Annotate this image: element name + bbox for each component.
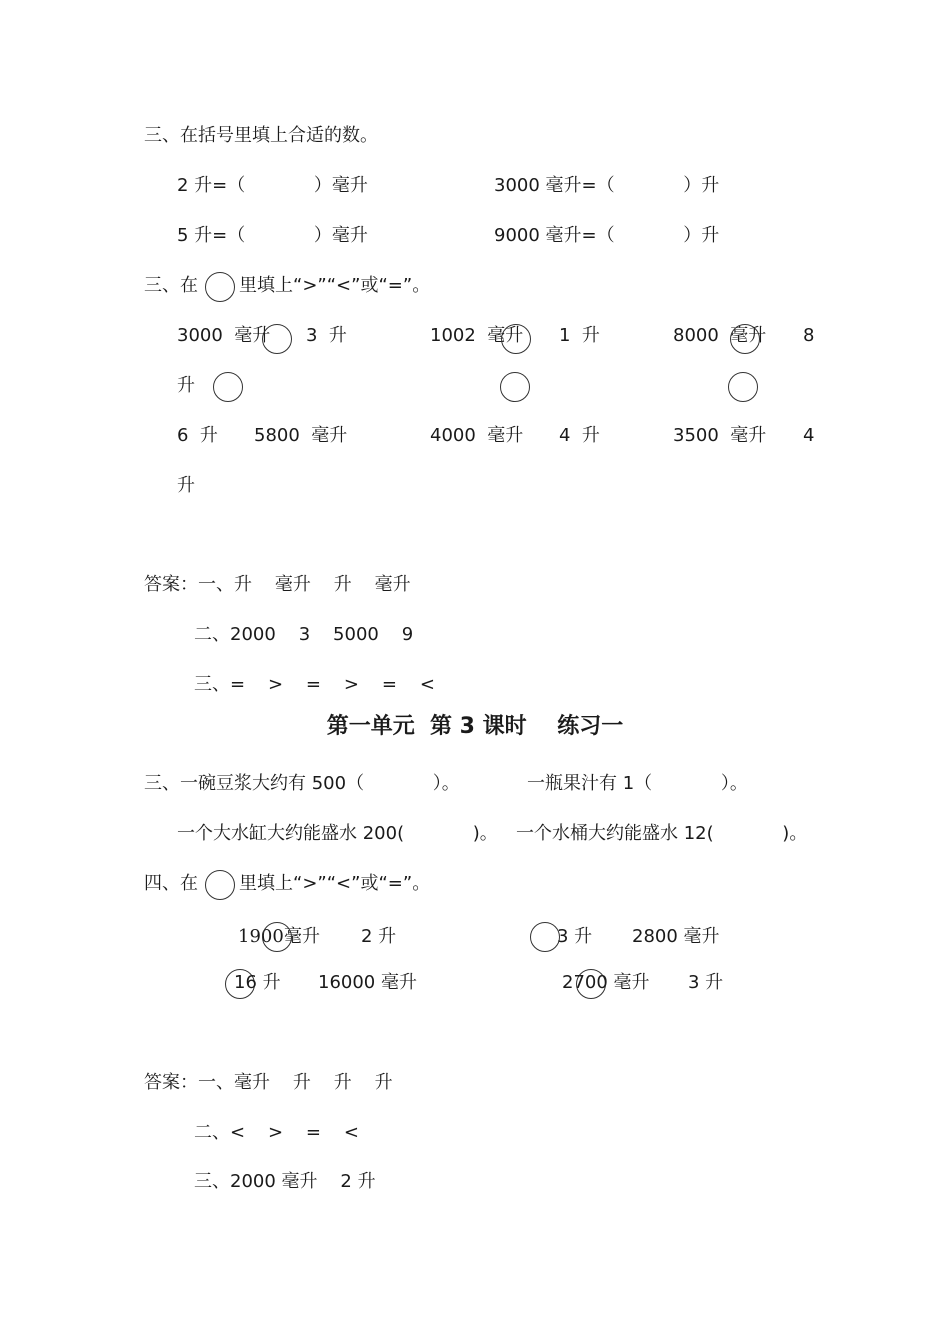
question-3000ml-to-l: 3000 毫升=（ ）升	[494, 175, 720, 196]
compare-item-left: 1002 毫升	[430, 325, 524, 346]
compare-item-right-continued: 升	[177, 375, 195, 396]
section-heading-compare-b: 里填上“>”“<”或“=”。	[239, 873, 431, 894]
answer-line: 答案：一、升 毫升 升 毫升	[144, 574, 411, 595]
compare-item-right-continued: 升	[177, 475, 195, 496]
compare-item-right: 5800 毫升	[254, 425, 348, 446]
question-juice: 一瓶果汁有 1（ ）。	[527, 773, 748, 794]
compare-item-right: 4	[803, 425, 815, 446]
section-heading-compare-b: 里填上“>”“<”或“=”。	[239, 275, 431, 296]
compare-circle-icon	[530, 922, 560, 952]
compare-item-right: 1 升	[559, 325, 600, 346]
section-heading-compare-a: 三、在	[144, 275, 198, 296]
blank-circle-icon	[205, 870, 235, 900]
compare-item-right: 3 升	[306, 325, 347, 346]
compare-item-left: 3500 毫升	[673, 425, 767, 446]
question-2l-to-ml: 2 升=（ ）毫升	[177, 175, 368, 196]
blank-circle-icon	[205, 272, 235, 302]
section-heading-compare-a: 四、在	[144, 873, 198, 894]
compare-circle-icon	[262, 922, 292, 952]
section-heading-fill-numbers: 三、在括号里填上合适的数。	[144, 125, 378, 146]
compare-item-right: 8	[803, 325, 815, 346]
compare-item-left: 6 升	[177, 425, 218, 446]
compare-item-left: 2700 毫升	[562, 972, 650, 993]
question-water-vat: 一个大水缸大约能盛水 200( )。	[177, 823, 498, 844]
compare-item-right: 4 升	[559, 425, 600, 446]
compare-item-left: 4000 毫升	[430, 425, 524, 446]
lesson-title: 第一单元 第 3 课时 练习一	[326, 714, 624, 739]
compare-item-right: 3 升	[688, 972, 724, 993]
question-soymilk: 三、一碗豆浆大约有 500（ ）。	[144, 773, 460, 794]
compare-item-left: 3000 毫升	[177, 325, 271, 346]
question-5l-to-ml: 5 升=（ ）毫升	[177, 225, 368, 246]
compare-item-left: 16 升	[234, 972, 281, 993]
question-9000ml-to-l: 9000 毫升=（ ）升	[494, 225, 720, 246]
answer-line: 二、< > = <	[194, 1122, 359, 1143]
compare-item-left-unit: 毫升	[284, 926, 320, 947]
compare-item-right: 2 升	[361, 926, 397, 947]
compare-item-left: 3 升	[557, 926, 593, 947]
compare-circle-icon	[501, 324, 531, 354]
compare-item-left: 1900	[238, 926, 284, 947]
compare-circle-icon	[730, 324, 760, 354]
compare-item-right: 2800 毫升	[632, 926, 720, 947]
compare-circle-icon	[500, 372, 530, 402]
compare-circle-icon	[728, 372, 758, 402]
answer-line: 三、2000 毫升 2 升	[194, 1171, 376, 1192]
compare-item-left: 8000 毫升	[673, 325, 767, 346]
answer-line: 二、2000 3 5000 9	[194, 624, 414, 645]
compare-circle-icon	[262, 324, 292, 354]
question-bucket: 一个水桶大约能盛水 12( )。	[516, 823, 808, 844]
compare-circle-icon	[213, 372, 243, 402]
compare-item-right: 16000 毫升	[318, 972, 417, 993]
answer-line: 答案：一、毫升 升 升 升	[144, 1072, 393, 1093]
answer-line: 三、= > = > = <	[194, 674, 435, 695]
